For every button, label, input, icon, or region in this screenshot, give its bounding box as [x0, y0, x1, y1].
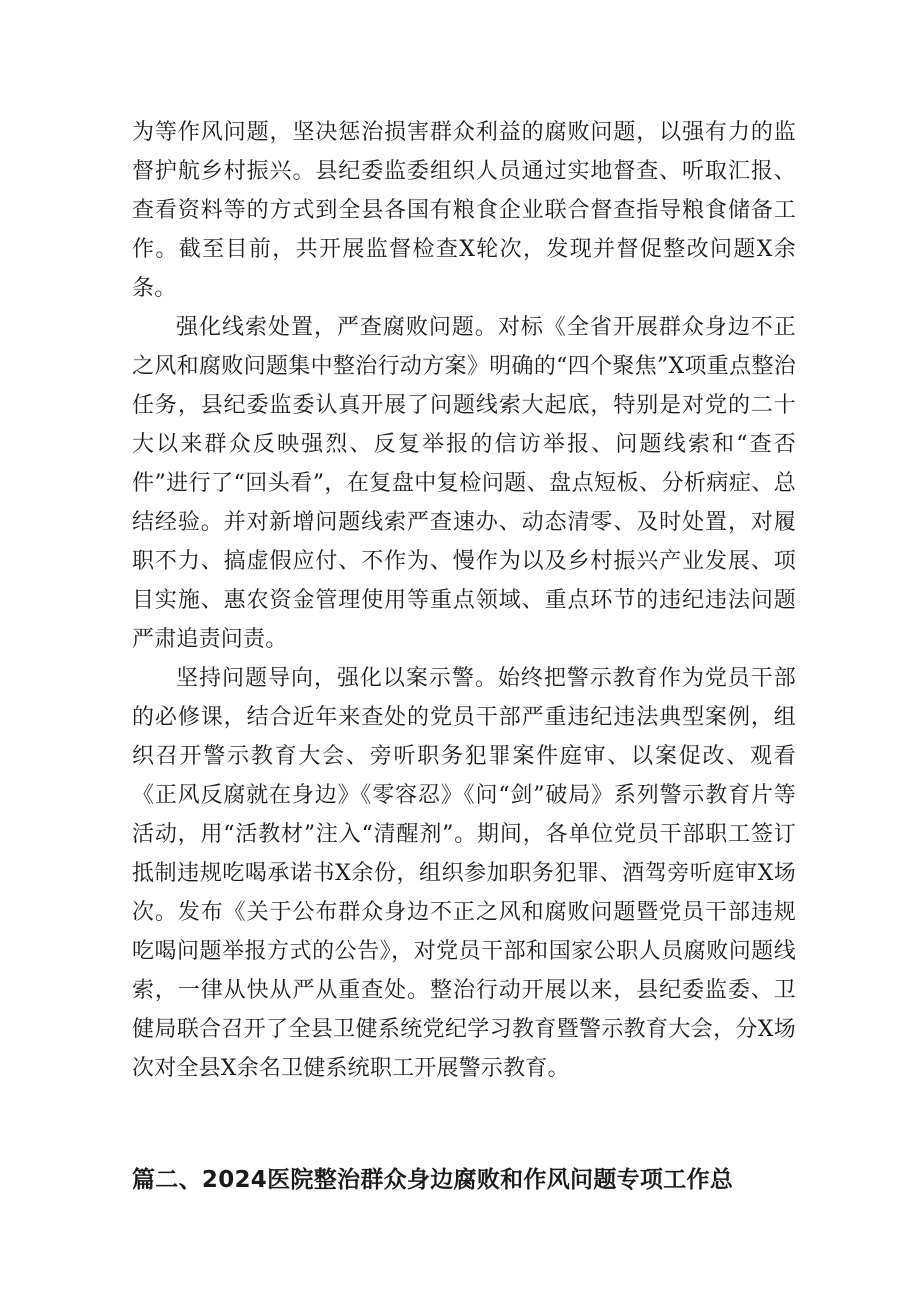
paragraph-warning-education: 坚持问题导向，强化以案示警。始终把警示教育作为党员干部的必修课，结合近年来查处的党员干部严重违纪违法典型案例，组织召开警示教育大会、旁听职务犯罪案件庭审、以案促改、观看《正风反腐就在身边》《零容忍》《问“剑”破局》系列警示教育片等活动，用“活教材”注入“清醒剂”。期间，各单位党员干部职工签订抵制违规吃喝承诺书X余份，组织参加职务犯罪、酒驾旁听庭审X场次。发布《关于公布群众身边不正之风和腐败问题暨党员干部违规吃喝问题举报方式的公告》，对党员干部和国家公职人员腐败问题线索，一律从快从严从重查处。整治行动开展以来，县纪委监委、卫健局联合召开了全县卫健系统党纪学习教育暨警示教育大会，分X场次对全县X余名卫健系统职工开展警示教育。 — [132, 666, 796, 1081]
paragraph-supervision-continued: 为等作风问题，坚决惩治损害群众利益的腐败问题，以强有力的监督护航乡村振兴。县纪委监委组织人员通过实地督查、听取汇报、查看资料等的方式到全县各国有粮食企业联合督查指导粮食储备工作。截至目前，共开展监督检查X轮次，发现并督促整改问题X余条。 — [132, 120, 796, 301]
section-heading: 篇二、2024医院整治群众身边腐败和作风问题专项工作总 — [132, 1167, 734, 1193]
paragraph-clue-handling: 强化线索处置，严查腐败问题。对标《全省开展群众身边不正之风和腐败问题集中整治行动方案》明确的“四个聚焦”X项重点整治任务，县纪委监委认真开展了问题线索大起底，特别是对党的二十大以来群众反映强烈、反复举报的信访举报、问题线索和“查否件”进行了“回头看”，在复盘中复检问题、盘点短板、分析病症、总结经验。并对新增问题线索严查速办、动态清零、及时处置，对履职不力、搞虚假应付、不作为、慢作为以及乡村振兴产业发展、项目实施、惠农资金管理使用等重点领域、重点环节的违纪违法问题严肃追责问责。 — [132, 315, 796, 652]
document-body — [132, 113, 796, 1088]
